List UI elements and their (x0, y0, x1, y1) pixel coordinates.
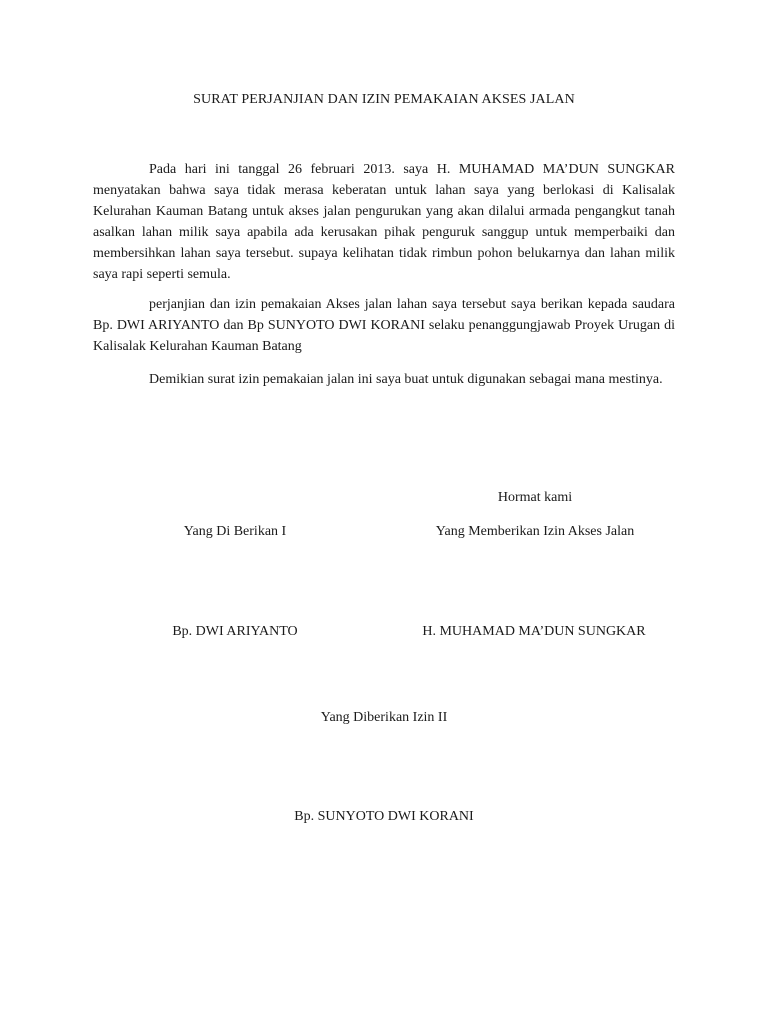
grantor-name: H. MUHAMAD MA’DUN SUNGKAR (422, 624, 646, 639)
party-two-name: Bp. SUNYOTO DWI KORANI (294, 809, 474, 824)
paragraph-closing: Demikian surat izin pemakaian jalan ini saya buat untuk digunakan sebagai mana mestinya. (149, 372, 663, 387)
closing-salutation: Hormat kami (497, 490, 573, 505)
grantor-role: Yang Memberikan Izin Akses Jalan (435, 524, 635, 539)
party-one-name: Bp. DWI ARIYANTO (172, 624, 298, 639)
paragraph-permission-granted: perjanjian dan izin pemakaian Akses jalan lahan saya tersebut saya berikan kepada saudara Bp. DWI ARIYANTO dan Bp SUNYOTO DWI KORANI selaku penanggungjawab Proyek Urugan di Kalisalak Kelurahan Kauman Batang (93, 297, 675, 354)
party-two-role: Yang Diberikan Izin II (320, 710, 448, 725)
document-title: SURAT PERJANJIAN DAN IZIN PEMAKAIAN AKSES JALAN (193, 92, 575, 107)
paragraph-agreement-statement: Pada hari ini tanggal 26 februari 2013. saya H. MUHAMAD MA’DUN SUNGKAR menyatakan bahwa saya tidak merasa keberatan untuk lahan saya yang berlokasi di Kalisalak Kelurahan Kauman Batang untuk akses jalan pengurukan yang akan dilalui armada pengangkut tanah asalkan lahan milik saya apabila ada kerusakan pihak penguruk sanggup untuk memperbaiki dan membersihkan lahan saya tersebut. supaya kelihatan tidak rimbun pohon belukarnya dan lahan milik saya rapi seperti semula. (93, 162, 675, 282)
party-one-role: Yang Di Berikan I (183, 524, 287, 539)
